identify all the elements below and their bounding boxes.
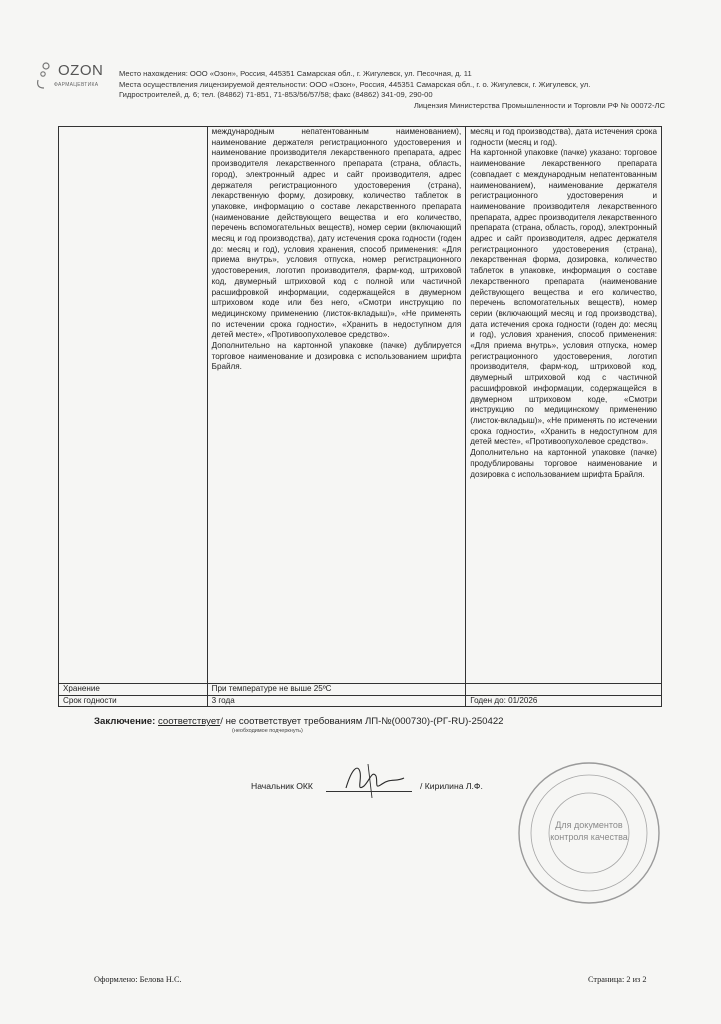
signer-name: / Кирилина Л.Ф. <box>420 781 483 791</box>
storage-value: При температуре не выше 25ºС <box>207 684 466 696</box>
header-address: Место нахождения: ООО «Озон», Россия, 445351 Самарская обл., г. Жигулевск, ул. Песочная, д. 11 <box>119 69 472 78</box>
signer-role: Начальник ОКК <box>251 781 313 791</box>
table-cell-requirement <box>207 127 466 684</box>
conclusion <box>94 716 504 727</box>
handwritten-signature-icon <box>338 758 408 800</box>
signature-line <box>326 791 412 792</box>
storage-label: Хранение <box>59 684 208 696</box>
table-cell-result <box>466 127 662 684</box>
conclusion-option-complies: соответствует <box>158 716 221 727</box>
result-text: месяц и год производства), дата истечения срока годности (месяц и год). <box>470 127 657 147</box>
logo-text: OZON <box>58 62 104 79</box>
table-cell-empty <box>59 127 208 684</box>
result-package-text: На картонной упаковке (пачке) указано: торговое наименование лекарственного препарата (совпадает с международным непатентованным наименованием), наименование держателя регистрационного удостоверения и наименование производителя лекарственного препарата, адрес производителя лекарственного препарата (страна, область, город), электронный адрес и сайт производителя, адрес держателя регистрационного удостоверения (страна), лекарственная форма, дозировка, количество таблеток в упаковке, информация о составе лекарственного препарата (наименование действующего вещества и его количество, перечень вспомогательных веществ), номер серии (включающий месяц и год производства), дата истечения срока годности (годен до: месяц и год), условия хранения, способ применения: «Для приема внутрь», условия отпуска, номер регистрационного удостоверения, логотип производителя, фарм-код, штриховой код, двумерный штриховой код с частичной расшифровкой информации, содержащейся в двумерном штриховом коде, «Смотри инструкцию по медицинскому применению (листок-вкладыш)», «Не применять по истечении срока годности», «Хранить в недоступном для детей месте», «Противоопухолевое средство». <box>470 148 657 447</box>
spec-table <box>58 126 662 707</box>
conclusion-rest: / не соответствует требованиям ЛП-№(000730)-(РГ-RU)-250422 <box>220 716 504 727</box>
quality-control-stamp-icon <box>514 758 664 908</box>
logo-subtitle: ФАРМАЦЕВТИКА <box>54 82 99 88</box>
conclusion-note: (необходимое подчеркнуть) <box>232 728 303 734</box>
requirement-braille-text: Дополнительно на картонной упаковке (пачке) дублируется торговое наименование и дозировка с использованием шрифта Брайля. <box>211 341 462 372</box>
footer-prepared-by: Оформлено: Белова Н.С. <box>94 975 182 984</box>
stamp-line1: Для документов <box>555 820 623 830</box>
storage-result <box>466 684 662 696</box>
result-braille-text: Дополнительно на картонной упаковке (пачке) продублированы торговое наименование и дозировка с использованием шрифта Брайля. <box>470 448 657 479</box>
table-row <box>59 695 662 707</box>
footer-page-number: Страница: 2 из 2 <box>588 975 647 984</box>
header-license: Лицензия Министерства Промышленности и Торговли РФ № 00072-ЛС <box>413 101 665 110</box>
table-row <box>59 684 662 696</box>
header-activity-address: Места осуществления лицензируемой деятельности: ООО «Озон», Россия, 445351 Самарская обл., г. о. Жигулевск, г. Жигулевск, ул. <box>119 80 591 89</box>
table-row <box>59 127 662 684</box>
stamp-line2: контроля качества <box>550 832 628 842</box>
shelf-value: 3 года <box>207 695 466 707</box>
requirement-text: международным непатентованным наименованием), наименование держателя регистрационного удостоверения и наименование производителя лекарственного препарата, адрес производителя лекарственного препарата (страна, область, город), электронный адрес и сайт производителя, адрес держателя регистрационного удостоверения (страна), лекарственную форму, дозировку, количество таблеток в упаковке, информацию о составе лекарственного препарата (наименование действующего вещества и его количество, перечень вспомогательных веществ), номер серии (включающий месяц и год производства), дату истечения срока годности (годен до: месяц и год), условия хранения, способ применения: «Для приема внутрь», условия отпуска, номер регистрационного удостоверения, логотип производителя, фарм-код, штриховой код, двумерный штриховой код с полной или частичной расшифровкой информации, содержащейся в двумерном штриховом коде или без него, «Смотри инструкцию по медицинскому применению (листок-вкладыш)», «Не применять по истечении срока годности», «Хранить в недоступном для детей месте», «Противоопухолевое средство». <box>211 127 462 340</box>
conclusion-label: Заключение: <box>94 716 156 727</box>
shelf-result: Годен до: 01/2026 <box>466 695 662 707</box>
header-contacts: Гидростроителей, д. 6; тел. (84862) 71-851, 71-853/56/57/58; факс (84862) 341-09, 290-00 <box>119 90 433 99</box>
shelf-label: Срок годности <box>59 695 208 707</box>
